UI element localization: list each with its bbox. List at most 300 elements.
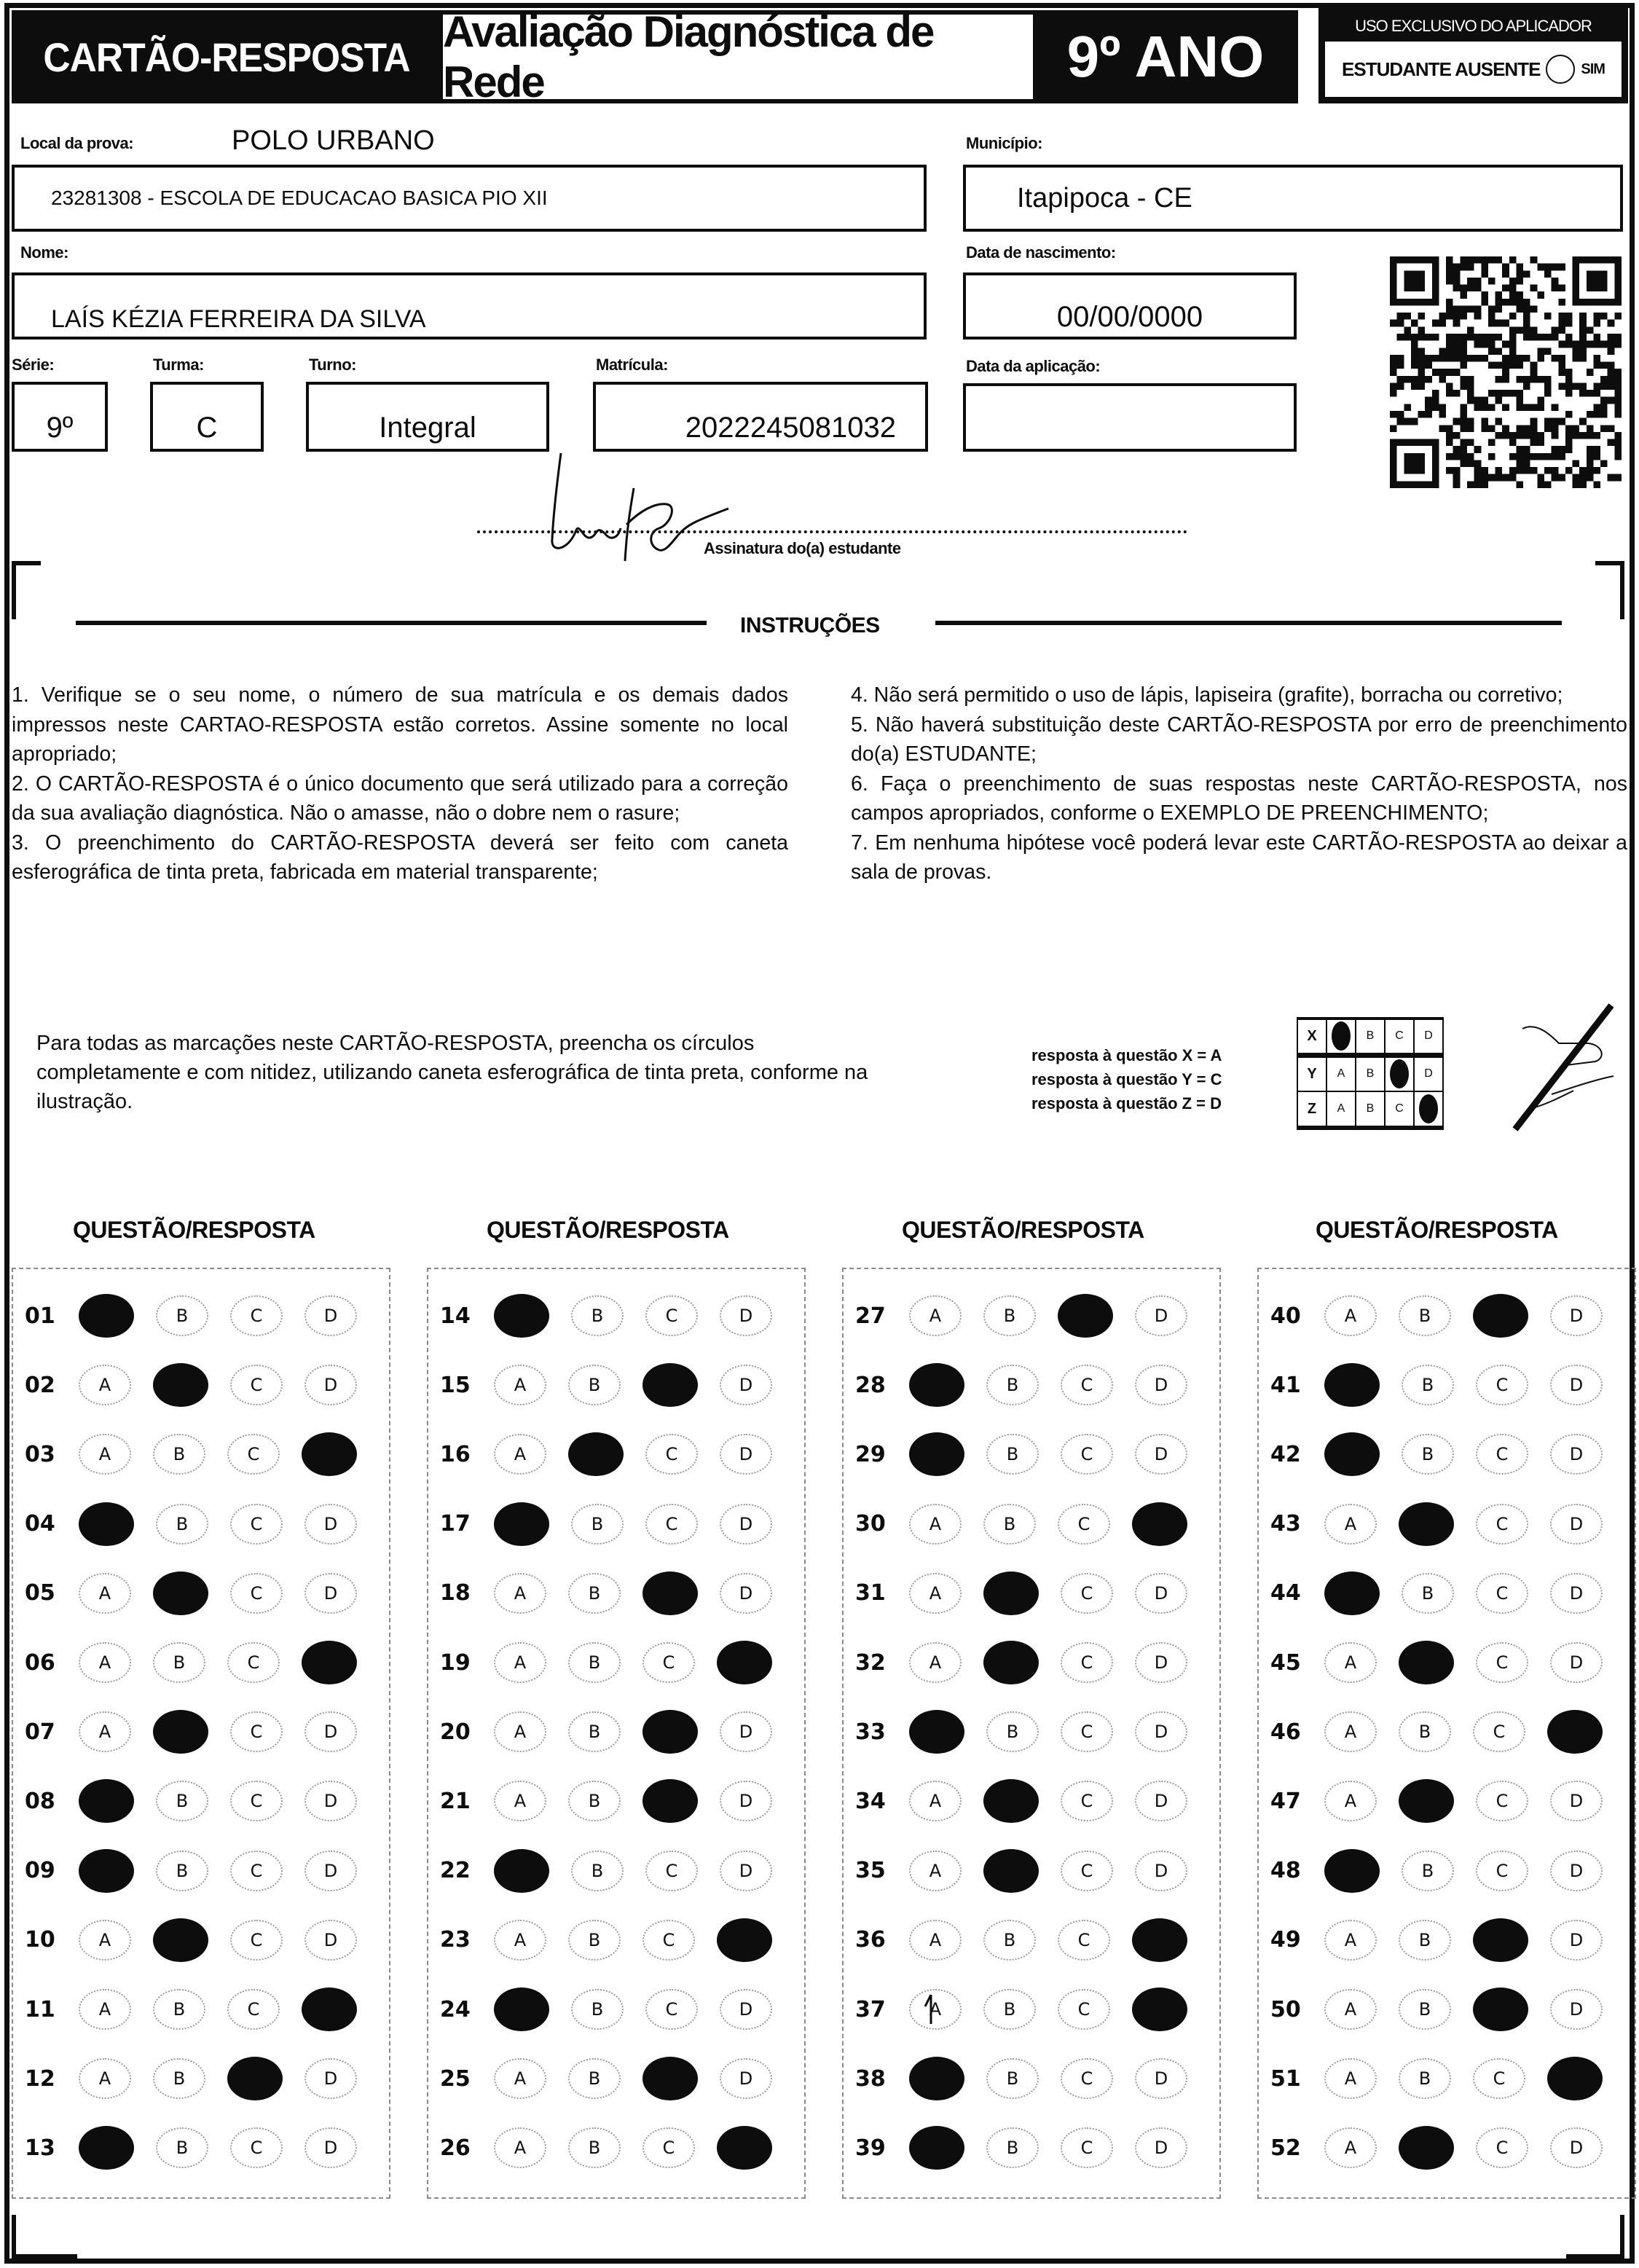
example-bubble: B [1356, 1055, 1385, 1091]
question-row [1257, 1918, 1636, 1962]
question-row [842, 1432, 1221, 1476]
answer-bubble-filled[interactable] [1324, 1571, 1380, 1615]
answer-bubble[interactable]: A [1324, 1504, 1377, 1545]
question-number: 27 [855, 1303, 886, 1329]
answer-bubble[interactable]: D [1135, 1781, 1187, 1821]
question-number: 14 [440, 1303, 471, 1329]
answer-bubble[interactable]: C [230, 2127, 283, 2168]
answer-bubble-filled[interactable] [79, 1502, 134, 1546]
answer-bubble[interactable]: D [720, 1365, 772, 1405]
exam-title: Avaliação Diagnóstica de Rede [443, 15, 1033, 99]
answer-bubble-filled[interactable] [1473, 1988, 1528, 2031]
answer-bubble[interactable]: C [1058, 1920, 1110, 1961]
answer-bubble[interactable]: C [1058, 1989, 1110, 2030]
answer-bubble-filled[interactable] [153, 1363, 208, 1407]
corner-mark [12, 2215, 77, 2259]
answer-bubble-filled[interactable] [1132, 1918, 1187, 1962]
answer-bubble-filled[interactable] [302, 1432, 357, 1476]
answer-bubble-filled[interactable] [1399, 1779, 1454, 1823]
answer-bubble[interactable]: D [720, 1989, 772, 2030]
question-row [1257, 1849, 1636, 1893]
answer-bubble-filled[interactable] [302, 1988, 357, 2031]
answer-bubble[interactable]: A [1324, 2058, 1377, 2099]
answer-bubble[interactable]: D [304, 1851, 357, 1891]
answer-bubble[interactable]: B [156, 1781, 208, 1821]
applicator-title: USO EXCLUSIVO DO APLICADOR [1355, 17, 1592, 35]
answer-bubble[interactable]: D [304, 1573, 357, 1614]
answer-bubble-filled[interactable] [494, 1849, 549, 1893]
answer-bubble-filled[interactable] [1473, 1918, 1528, 1962]
question-number: 06 [25, 1649, 55, 1676]
answer-bubble[interactable]: A [79, 1711, 131, 1752]
question-row [12, 2126, 390, 2170]
question-row [842, 2126, 1221, 2170]
fill-example [1297, 1017, 1444, 1130]
answer-bubble[interactable]: B [568, 1711, 621, 1752]
stray-pen-mark [924, 1993, 938, 2025]
answer-bubble-filled[interactable] [717, 2126, 772, 2170]
answer-bubble[interactable]: D [720, 1851, 772, 1891]
answer-bubble[interactable]: C [1473, 2058, 1525, 2099]
question-row [12, 1502, 390, 1546]
answer-bubble[interactable]: D [1135, 1711, 1187, 1752]
question-number: 35 [855, 1858, 886, 1884]
answer-bubble[interactable]: A [494, 1642, 546, 1683]
question-row [427, 1779, 806, 1823]
answer-bubble-filled[interactable] [1058, 1294, 1113, 1338]
answer-bubble[interactable]: B [568, 1920, 621, 1961]
answer-bubble[interactable]: C [230, 1711, 283, 1752]
answer-bubble[interactable]: B [1399, 1711, 1451, 1752]
question-row [842, 1779, 1221, 1823]
turma-field [150, 382, 264, 452]
answer-bubble-filled[interactable] [1399, 2126, 1454, 2170]
question-number: 48 [1270, 1858, 1301, 1884]
answer-bubble[interactable]: B [153, 1434, 205, 1475]
answer-bubble[interactable]: A [494, 1781, 546, 1821]
answer-bubble[interactable]: A [494, 1365, 546, 1405]
answer-bubble[interactable]: C [645, 1295, 698, 1336]
question-row [842, 1363, 1221, 1407]
answer-bubble-filled[interactable] [909, 2126, 964, 2170]
answer-bubble-filled[interactable] [717, 1641, 772, 1684]
answer-bubble[interactable]: B [153, 1642, 205, 1683]
answer-bubble[interactable]: C [1473, 1711, 1525, 1752]
answer-bubble[interactable]: B [986, 1434, 1039, 1475]
instruction-item: 5. Não haverá substituição deste CARTÃO-RESPOSTA por erro de preenchimento do(a) ESTUDANTE; [851, 713, 1627, 766]
example-bubble: C [1385, 1091, 1414, 1128]
answer-bubble[interactable]: D [1550, 1504, 1603, 1545]
question-number: 47 [1270, 1788, 1301, 1814]
answer-bubble[interactable]: C [230, 1504, 283, 1545]
answer-bubble[interactable]: A [79, 1365, 131, 1405]
answer-bubble[interactable]: B [986, 2058, 1039, 2099]
answer-bubble[interactable]: A [79, 1920, 131, 1961]
answer-bubble[interactable]: D [720, 1504, 772, 1545]
answer-bubble-filled[interactable] [1132, 1988, 1187, 2031]
answer-bubble[interactable]: A [494, 1920, 546, 1961]
answer-bubble[interactable]: B [983, 1295, 1036, 1336]
question-row [842, 1988, 1221, 2031]
answer-bubble[interactable]: C [1476, 1642, 1528, 1683]
answer-bubble[interactable]: D [1550, 1434, 1603, 1475]
instruction-item: 3. O preenchimento do CARTÃO-RESPOSTA deverá ser feito com caneta esferográfica de tinta preta, fabricada em material transparente; [12, 831, 788, 884]
answer-bubble[interactable]: C [645, 1989, 698, 2030]
answer-bubble[interactable]: C [642, 2127, 695, 2168]
question-row [427, 1363, 806, 1407]
answer-bubble[interactable]: D [1135, 2058, 1187, 2099]
answer-bubble[interactable]: B [1399, 2058, 1451, 2099]
answer-bubble[interactable]: B [1399, 1920, 1451, 1961]
question-row [427, 2126, 806, 2170]
answer-bubble[interactable]: C [645, 1851, 698, 1891]
answer-bubble-filled[interactable] [1324, 1363, 1380, 1407]
absent-option [1325, 42, 1622, 97]
answer-bubble[interactable]: A [1324, 1295, 1377, 1336]
answer-bubble[interactable]: D [304, 1504, 357, 1545]
answer-bubble[interactable]: B [571, 1295, 624, 1336]
answer-bubble[interactable]: C [1061, 1642, 1113, 1683]
answer-bubble[interactable]: A [909, 1781, 962, 1821]
municipio-label: Município: [966, 134, 1042, 152]
question-number: 07 [25, 1719, 55, 1745]
answer-bubble[interactable]: C [230, 1573, 283, 1614]
question-number: 42 [1270, 1441, 1301, 1467]
answer-bubble[interactable]: B [153, 2058, 205, 2099]
example-bubble: C [1385, 1019, 1414, 1055]
answer-bubble[interactable]: A [79, 1434, 131, 1475]
question-row [12, 1571, 390, 1615]
question-number: 16 [440, 1441, 471, 1467]
turma-value: C [196, 412, 218, 444]
answer-bubble[interactable]: B [986, 1365, 1039, 1405]
answer-bubble[interactable]: B [986, 1711, 1039, 1752]
answer-bubble-filled[interactable] [909, 1432, 964, 1476]
municipio-field [963, 165, 1623, 232]
instruction-item: 1. Verifique se o seu nome, o número de sua matrícula e os demais dados impressos neste CARTAO-RESPOSTA estão corretos. Assine somente no local apropriado; [12, 683, 788, 766]
answer-bubble-filled[interactable] [153, 1918, 208, 1962]
answer-bubble-filled[interactable] [642, 1710, 698, 1754]
answer-bubble[interactable]: A [79, 2058, 131, 2099]
answer-bubble[interactable]: D [304, 1920, 357, 1961]
answer-bubble[interactable]: B [1402, 1851, 1454, 1891]
answer-bubble[interactable]: A [1324, 1711, 1377, 1752]
answer-bubble[interactable]: D [720, 1711, 772, 1752]
answer-bubble[interactable]: A [1324, 1642, 1377, 1683]
answer-bubble-filled[interactable] [153, 1571, 208, 1615]
answer-bubble[interactable]: D [720, 1781, 772, 1821]
example-row-label: Y [1297, 1055, 1326, 1091]
answer-bubble[interactable]: A [909, 1504, 962, 1545]
answer-bubble[interactable]: A [494, 1711, 546, 1752]
question-row [12, 1641, 390, 1684]
question-number: 39 [855, 2135, 886, 2161]
answer-bubble[interactable]: A [909, 1920, 962, 1961]
answer-bubble[interactable]: C [230, 1851, 283, 1891]
answer-bubble-filled[interactable] [494, 1294, 549, 1338]
corner-mark [12, 561, 41, 619]
nascimento-value: 00/00/0000 [1056, 301, 1203, 333]
answer-bubble-filled[interactable] [494, 1988, 549, 2031]
question-number: 23 [440, 1927, 471, 1953]
question-number: 43 [1270, 1511, 1301, 1537]
answer-bubble[interactable]: A [79, 1642, 131, 1683]
answer-bubble[interactable]: B [1402, 1434, 1454, 1475]
example-bubble: D [1414, 1019, 1443, 1055]
answer-bubble[interactable]: D [1550, 1295, 1603, 1336]
question-row [427, 2057, 806, 2100]
answer-bubble[interactable]: A [1324, 2127, 1377, 2168]
answer-bubble[interactable]: B [1402, 1365, 1454, 1405]
question-number: 04 [25, 1511, 55, 1537]
answer-bubble[interactable]: B [1399, 1295, 1451, 1336]
answer-bubble[interactable]: C [1476, 1781, 1528, 1821]
answer-bubble[interactable]: C [1476, 1851, 1528, 1891]
answer-bubble[interactable]: D [1550, 1851, 1603, 1891]
serie-label: Série: [12, 356, 55, 374]
answer-bubble-filled[interactable] [568, 1432, 624, 1476]
answer-bubble[interactable]: B [571, 1989, 624, 2030]
question-row [842, 1849, 1221, 1893]
answer-bubble[interactable]: B [571, 1504, 624, 1545]
nascimento-field [963, 272, 1297, 340]
answer-bubble[interactable]: B [571, 1851, 624, 1891]
question-number: 10 [25, 1927, 55, 1953]
answer-bubble[interactable]: C [227, 1434, 280, 1475]
absent-bubble[interactable] [1546, 55, 1575, 84]
answer-bubble[interactable]: D [1135, 1295, 1187, 1336]
answer-bubble[interactable]: B [153, 1989, 205, 2030]
answer-bubble[interactable]: D [1550, 1989, 1603, 2030]
answer-bubble-filled[interactable] [1473, 1294, 1528, 1338]
answer-bubble[interactable]: D [1550, 1781, 1603, 1821]
answer-bubble[interactable]: B [156, 2127, 208, 2168]
example-table [1297, 1017, 1444, 1130]
question-number: 31 [855, 1580, 886, 1606]
municipio-value: Itapipoca - CE [1017, 182, 1192, 213]
example-row [1297, 1055, 1443, 1091]
question-number: 33 [855, 1719, 886, 1745]
answer-bubble[interactable]: C [642, 1642, 695, 1683]
question-row [1257, 1710, 1636, 1754]
answer-bubble[interactable]: C [1061, 1573, 1113, 1614]
answer-bubble[interactable]: B [568, 2127, 621, 2168]
answer-bubble[interactable]: D [304, 1711, 357, 1752]
answer-bubble-filled[interactable] [302, 1641, 357, 1684]
answer-bubble-filled[interactable] [1399, 1502, 1454, 1546]
school-field [12, 165, 927, 232]
answer-bubble[interactable]: D [720, 1573, 772, 1614]
answer-bubble-filled[interactable] [153, 1710, 208, 1754]
answer-bubble-filled[interactable] [909, 1710, 964, 1754]
answer-bubble[interactable]: C [1476, 1504, 1528, 1545]
answer-bubble[interactable]: C [1476, 1434, 1528, 1475]
answer-bubble[interactable]: B [568, 1781, 621, 1821]
instruction-item: 2. O CARTÃO-RESPOSTA é o único documento que será utilizado para a correção da sua avaliação diagnóstica. Não o amasse, não o dobre nem o rasure; [12, 772, 788, 825]
answer-bubble[interactable]: B [983, 1989, 1036, 2030]
answer-bubble[interactable]: C [1061, 2127, 1113, 2168]
answer-bubble[interactable]: C [230, 1365, 283, 1405]
answer-bubble[interactable]: C [1061, 1434, 1113, 1475]
answer-bubble[interactable]: A [1324, 1920, 1377, 1961]
answer-bubble[interactable]: D [1550, 1573, 1603, 1614]
answer-bubble[interactable]: C [1476, 2127, 1528, 2168]
answer-bubble[interactable]: C [1061, 1781, 1113, 1821]
answer-bubble[interactable]: C [645, 1434, 698, 1475]
answer-bubble[interactable]: C [1061, 1711, 1113, 1752]
answer-bubble[interactable]: A [79, 1989, 131, 2030]
answer-bubble[interactable]: C [227, 1642, 280, 1683]
answer-bubble-filled[interactable] [642, 1571, 698, 1615]
answer-bubble[interactable]: A [909, 1295, 962, 1336]
answer-bubble[interactable]: A [909, 1989, 962, 2030]
answer-bubble[interactable]: B [986, 2127, 1039, 2168]
instructions-left [12, 680, 788, 887]
answer-bubble[interactable]: D [1550, 2127, 1603, 2168]
question-number: 50 [1270, 1996, 1301, 2022]
answer-bubble[interactable]: A [494, 2058, 546, 2099]
answer-bubble[interactable]: D [1135, 1434, 1187, 1475]
answer-bubble[interactable]: C [1476, 1365, 1528, 1405]
answer-bubble-filled[interactable] [983, 1849, 1039, 1893]
question-row [842, 1918, 1221, 1962]
answer-bubble[interactable]: D [304, 1781, 357, 1821]
question-row [842, 1571, 1221, 1615]
answer-bubble[interactable]: B [983, 1920, 1036, 1961]
question-number: 20 [440, 1719, 471, 1745]
answer-bubble-filled[interactable] [1132, 1502, 1187, 1546]
answer-bubble[interactable]: D [304, 1295, 357, 1336]
card-title: CARTÃO-RESPOSTA [43, 34, 410, 80]
answer-bubble-filled[interactable] [717, 1918, 772, 1962]
serie-value: 9º [46, 412, 74, 444]
question-row [427, 1571, 806, 1615]
answer-bubble[interactable]: D [1135, 1642, 1187, 1683]
answer-bubble-filled[interactable] [1324, 1432, 1380, 1476]
serie-field [12, 382, 108, 452]
pen-hand-icon [1479, 1000, 1617, 1145]
answer-bubble-filled[interactable] [1547, 1710, 1603, 1754]
answer-bubble[interactable]: B [568, 1365, 621, 1405]
answer-bubble[interactable]: D [304, 2058, 357, 2099]
answer-bubble[interactable]: A [494, 1434, 546, 1475]
answer-bubble[interactable]: C [1061, 1365, 1113, 1405]
answer-bubble[interactable]: C [642, 1920, 695, 1961]
answer-bubble-filled[interactable] [909, 1363, 964, 1407]
answer-bubble-filled[interactable] [79, 1294, 134, 1338]
answer-bubble-filled[interactable] [1547, 2057, 1603, 2100]
answer-bubble-filled[interactable] [983, 1779, 1039, 1823]
question-number: 08 [25, 1788, 55, 1814]
answer-bubble[interactable]: D [304, 2127, 357, 2168]
answer-bubble[interactable]: B [1399, 1989, 1451, 2030]
answer-bubble[interactable]: D [720, 1434, 772, 1475]
answer-bubble[interactable]: C [230, 1920, 283, 1961]
answer-bubble[interactable]: D [304, 1365, 357, 1405]
answer-bubble[interactable]: D [1135, 2127, 1187, 2168]
answer-bubble[interactable]: A [909, 1573, 962, 1614]
answer-bubble[interactable]: B [156, 1504, 208, 1545]
question-number: 29 [855, 1441, 886, 1467]
matricula-field [593, 382, 928, 452]
answer-bubble[interactable]: C [230, 1295, 283, 1336]
answer-bubble[interactable]: A [494, 2127, 546, 2168]
answer-bubble[interactable]: A [1324, 1781, 1377, 1821]
answer-bubble-filled[interactable] [642, 1363, 698, 1407]
answer-bubble-filled[interactable] [79, 2126, 134, 2170]
answer-bubble[interactable]: A [494, 1573, 546, 1614]
answer-bubble[interactable]: B [568, 1642, 621, 1683]
answer-bubble-filled[interactable] [227, 2057, 283, 2100]
answer-bubble[interactable]: D [1135, 1573, 1187, 1614]
answer-bubble[interactable]: C [645, 1504, 698, 1545]
example-row-label: X [1297, 1019, 1326, 1055]
answer-bubble[interactable]: C [230, 1781, 283, 1821]
answer-bubble[interactable]: D [1550, 1642, 1603, 1683]
nome-label: Nome: [20, 243, 68, 262]
answer-bubble-filled[interactable] [983, 1571, 1039, 1615]
answer-bubble[interactable]: C [1061, 2058, 1113, 2099]
answer-bubble[interactable]: D [720, 1295, 772, 1336]
nome-value: LAÍS KÉZIA FERREIRA DA SILVA [51, 305, 426, 333]
answer-bubble[interactable]: C [1058, 1504, 1110, 1545]
answer-bubble[interactable]: B [156, 1295, 208, 1336]
question-row [1257, 2126, 1636, 2170]
nascimento-label: Data de nascimento: [966, 243, 1116, 262]
question-row [1257, 1432, 1636, 1476]
answer-bubble[interactable]: D [720, 2058, 772, 2099]
answer-bubble[interactable]: B [1402, 1573, 1454, 1614]
answer-bubble[interactable]: D [1550, 1365, 1603, 1405]
answer-bubble[interactable]: C [227, 1989, 280, 2030]
answer-bubble-filled[interactable] [1324, 1849, 1380, 1893]
question-number: 01 [25, 1303, 55, 1329]
answer-bubble[interactable]: C [1061, 1851, 1113, 1891]
answer-bubble[interactable]: D [1550, 1920, 1603, 1961]
column-header: QUESTÃO/RESPOSTA [487, 1217, 729, 1243]
question-row [12, 1710, 390, 1754]
question-number: 44 [1270, 1580, 1301, 1606]
column-header: QUESTÃO/RESPOSTA [73, 1217, 315, 1243]
example-bubble [1385, 1055, 1414, 1091]
answer-bubble[interactable]: D [1135, 1851, 1187, 1891]
answer-bubble-filled[interactable] [983, 1641, 1039, 1684]
answer-bubble[interactable]: D [1135, 1365, 1187, 1405]
answer-bubble-filled[interactable] [1399, 1641, 1454, 1684]
answer-bubble[interactable]: B [983, 1504, 1036, 1545]
answer-bubble-filled[interactable] [909, 2057, 964, 2100]
answer-bubble[interactable]: B [568, 1573, 621, 1614]
answer-bubble[interactable]: A [909, 1851, 962, 1891]
question-row [1257, 1502, 1636, 1546]
question-number: 30 [855, 1511, 886, 1537]
question-number: 09 [25, 1858, 55, 1884]
example-legend-item: resposta à questão Y = C [1031, 1070, 1222, 1088]
answer-bubble[interactable]: B [568, 2058, 621, 2099]
answer-bubble-filled[interactable] [79, 1849, 134, 1893]
answer-bubble-filled[interactable] [642, 1779, 698, 1823]
answer-bubble[interactable]: B [156, 1851, 208, 1891]
answer-bubble[interactable]: A [1324, 1989, 1377, 2030]
answer-bubble-filled[interactable] [79, 1779, 134, 1823]
answer-bubble[interactable]: C [1476, 1573, 1528, 1614]
question-number: 02 [25, 1372, 55, 1398]
question-number: 12 [25, 2065, 55, 2092]
answer-bubble-filled[interactable] [494, 1502, 549, 1546]
answer-bubble-filled[interactable] [642, 2057, 698, 2100]
answer-bubble[interactable]: A [909, 1642, 962, 1683]
answer-bubble[interactable]: A [79, 1573, 131, 1614]
